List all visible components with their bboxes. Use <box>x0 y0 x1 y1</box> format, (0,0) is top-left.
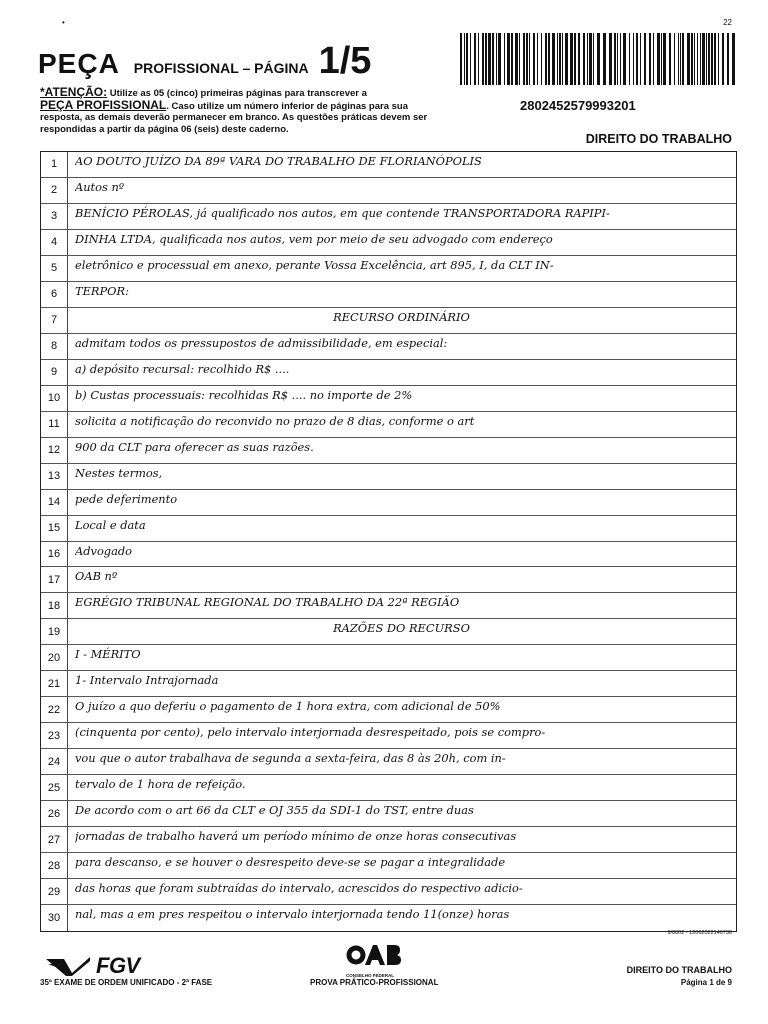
attention-notice <box>40 87 440 135</box>
handwritten-text: b) Custas processuais: recolhidas R$ .... no importe de 2% <box>75 387 413 402</box>
line-number: 22 <box>47 703 61 716</box>
barcode-bar <box>562 33 563 85</box>
line-number: 20 <box>47 651 61 664</box>
barcode-bar <box>629 33 630 85</box>
barcode-bar <box>504 33 505 85</box>
line-divider <box>67 334 68 359</box>
line-number: 27 <box>47 833 61 846</box>
oab-logo-icon <box>339 943 401 967</box>
answer-line <box>41 438 736 464</box>
barcode-bar <box>482 33 484 85</box>
answer-line <box>41 593 736 619</box>
barcode-bar <box>680 33 681 85</box>
line-divider <box>67 905 68 931</box>
notice-label: *ATENÇÃO: <box>40 85 108 99</box>
barcode-bar <box>653 33 654 85</box>
line-number: 29 <box>47 885 61 898</box>
barcode-bar <box>678 33 679 85</box>
barcode-bar <box>526 33 528 85</box>
barcode-bar <box>718 33 719 85</box>
answer-line <box>41 490 736 516</box>
barcode-bar <box>708 33 710 85</box>
barcode-bar <box>537 33 538 85</box>
barcode-number: 2802452579993201 <box>520 98 636 113</box>
line-number: 7 <box>50 314 58 327</box>
line-number: 26 <box>47 807 61 820</box>
barcode-bar <box>614 33 616 85</box>
barcode-bar <box>565 33 568 85</box>
test-type: PROVA PRÁTICO-PROFISSIONAL <box>310 978 439 987</box>
line-divider <box>67 256 68 281</box>
barcode-bar <box>519 33 520 85</box>
barcode-bar <box>597 33 600 85</box>
line-divider <box>67 827 68 852</box>
barcode-bar <box>557 33 558 85</box>
handwritten-text: RECURSO ORDINÁRIO <box>333 309 470 324</box>
title-main: PEÇA <box>38 48 120 79</box>
barcode-bar <box>620 33 621 85</box>
barcode-bar <box>700 33 701 85</box>
barcode-bar <box>515 33 518 85</box>
handwritten-text: para descanso, e se houver o desrespeito deve-se se pagar a integralidade <box>75 855 506 870</box>
handwritten-text: O juízo a quo deferiu o pagamento de 1 hora extra, com adicional de 50% <box>75 699 501 714</box>
line-divider <box>67 749 68 774</box>
barcode-bar <box>702 33 705 85</box>
barcode-bar <box>548 33 550 85</box>
barcode-bar <box>529 33 530 85</box>
barcode-bar <box>617 33 618 85</box>
answer-line <box>41 542 736 568</box>
line-divider <box>67 879 68 904</box>
footer-discipline: DIREITO DO TRABALHO <box>626 965 732 975</box>
exam-name: 35º EXAME DE ORDEM UNIFICADO - 2ª FASE <box>40 978 213 987</box>
line-number: 30 <box>47 912 61 925</box>
barcode-bar <box>574 33 576 85</box>
barcode-bar <box>492 33 494 85</box>
barcode-bar <box>663 33 666 85</box>
line-divider <box>67 801 68 826</box>
line-number: 6 <box>50 288 58 301</box>
barcode-bar <box>603 33 606 85</box>
line-divider <box>67 230 68 255</box>
barcode-bar <box>623 33 626 85</box>
handwritten-text: TERPOR: <box>75 283 129 298</box>
line-number: 17 <box>47 573 61 586</box>
barcode-bar <box>609 33 612 85</box>
line-number: 14 <box>47 496 61 509</box>
line-number: 16 <box>47 547 61 560</box>
line-divider <box>67 386 68 411</box>
line-divider <box>67 542 68 567</box>
line-divider <box>67 671 68 696</box>
barcode-bar <box>474 33 476 85</box>
answer-line <box>41 386 736 412</box>
barcode-bar <box>578 33 580 85</box>
answer-line <box>41 879 736 905</box>
answer-line <box>41 178 736 204</box>
handwritten-text: solicita a notificação do reconvido no prazo de 8 dias, conforme o art <box>75 413 475 428</box>
line-number: 2 <box>50 184 58 197</box>
title-page: 1/5 <box>318 40 372 82</box>
handwritten-text: tervalo de 1 hora de refeição. <box>75 777 246 792</box>
line-number: 24 <box>47 755 61 768</box>
handwritten-text: 1- Intervalo Intrajornada <box>75 673 219 688</box>
answer-line <box>41 412 736 438</box>
barcode-bar <box>691 33 693 85</box>
answer-line <box>41 697 736 723</box>
line-number: 21 <box>47 677 61 690</box>
line-number: 25 <box>47 781 61 794</box>
handwritten-text: OAB nº <box>75 569 118 584</box>
barcode-bar <box>523 33 525 85</box>
answer-line <box>41 230 736 256</box>
handwritten-text: das horas que foram subtraídas do intervalo, acrescidos do respectivo adicio- <box>75 881 523 896</box>
oab-logo <box>339 943 401 978</box>
handwritten-text: De acordo com o art 66 da CLT e OJ 355 da SDI-1 do TST, entre duas <box>75 803 474 818</box>
barcode-bar <box>498 33 501 85</box>
line-number: 4 <box>50 236 58 249</box>
handwritten-text: BENÍCIO PÉROLAS, já qualificado nos autos, em que contende TRANSPORTADORA RAPIPI- <box>75 205 610 220</box>
line-divider <box>67 645 68 670</box>
handwritten-text: admitam todos os pressupostos de admissibilidade, em especial: <box>75 335 448 350</box>
barcode-bar <box>552 33 555 85</box>
line-divider <box>67 567 68 592</box>
barcode-bar <box>649 33 651 85</box>
barcode-bar <box>722 33 724 85</box>
answer-line <box>41 619 736 645</box>
notice-piece: PEÇA PROFISSIONAL <box>40 97 167 112</box>
line-divider <box>67 516 68 541</box>
answer-line <box>41 853 736 879</box>
handwritten-text: eletrônico e processual em anexo, perante Vossa Excelência, art 895, I, da CLT IN- <box>75 257 554 272</box>
barcode-bar <box>714 33 716 85</box>
barcode-bar <box>706 33 707 85</box>
barcode-bar <box>559 33 561 85</box>
answer-line <box>41 516 736 542</box>
line-divider <box>67 282 68 307</box>
answer-line <box>41 152 736 178</box>
barcode-bar <box>657 33 660 85</box>
line-divider <box>67 697 68 722</box>
barcode-bar <box>711 33 713 85</box>
answer-line <box>41 360 736 386</box>
barcode-bar <box>533 33 535 85</box>
answer-line <box>41 464 736 490</box>
barcode-bar <box>545 33 547 85</box>
barcode-bar <box>640 33 641 85</box>
handwritten-text: Advogado <box>75 543 133 558</box>
handwritten-text: AO DOUTO JUÍZO DA 89ª VARA DO TRABALHO DE FLORIANÓPOLIS <box>75 154 482 168</box>
line-number: 28 <box>47 859 61 872</box>
barcode-bar <box>470 33 471 85</box>
answer-line <box>41 282 736 308</box>
fgv-logo-text: FGV <box>96 953 140 978</box>
corner-mark: • <box>62 18 65 27</box>
barcode-bar <box>488 33 491 85</box>
barcode-bar <box>697 33 698 85</box>
handwritten-text: pede deferimento <box>75 491 178 506</box>
handwritten-text: 900 da CLT para oferecer as suas razões. <box>75 439 314 454</box>
fgv-logo <box>44 953 140 979</box>
barcode-bar <box>732 33 735 85</box>
line-divider <box>67 412 68 437</box>
line-divider <box>67 464 68 489</box>
handwritten-text: RAZÕES DO RECURSO <box>333 621 470 636</box>
handwritten-text: Autos nº <box>75 179 125 194</box>
barcode-bar <box>511 33 513 85</box>
handwritten-text: Local e data <box>75 517 146 532</box>
answer-line <box>41 645 736 671</box>
notice-text-1: Utilize as 05 (cinco) primeiras páginas para transcrever a <box>107 88 367 99</box>
line-number: 1 <box>50 158 58 171</box>
line-divider <box>67 204 68 229</box>
line-number: 9 <box>50 366 58 379</box>
answer-sheet <box>40 151 737 932</box>
line-divider <box>67 152 68 177</box>
answer-line <box>41 567 736 593</box>
handwritten-text: I - MÉRITO <box>75 647 141 662</box>
line-number: 8 <box>50 340 58 353</box>
line-divider <box>67 593 68 618</box>
line-number: 5 <box>50 262 58 275</box>
oab-subtitle: CONSELHO FEDERAL <box>345 973 394 978</box>
line-number: 3 <box>50 210 58 223</box>
line-divider <box>67 178 68 203</box>
handwritten-text: DINHA LTDA, qualificada nos autos, vem por meio de seu advogado com endereço <box>75 231 553 246</box>
barcode-bar <box>464 33 465 85</box>
barcode-image <box>460 33 736 85</box>
line-number: 13 <box>47 470 61 483</box>
barcode-bar <box>460 33 462 85</box>
barcode-bar <box>589 33 592 85</box>
fgv-mark-icon <box>44 955 92 977</box>
barcode-bar <box>583 33 585 85</box>
barcode-bar <box>669 33 671 85</box>
barcode-bar <box>507 33 510 85</box>
line-divider <box>67 360 68 385</box>
handwritten-text: (cinquenta por cento), pelo intervalo interjornada desrespeitado, pois se compro- <box>75 725 546 740</box>
answer-line <box>41 801 736 827</box>
barcode-bar <box>636 33 638 85</box>
line-divider <box>67 490 68 515</box>
barcode-bar <box>587 33 588 85</box>
answer-line <box>41 671 736 697</box>
barcode-bar <box>593 33 594 85</box>
handwritten-text: EGRÉGIO TRIBUNAL REGIONAL DO TRABALHO DA 22ª REGIÃO <box>75 595 460 610</box>
line-number: 10 <box>47 392 61 405</box>
barcode-bar <box>687 33 690 85</box>
title-sub: PROFISSIONAL – PÁGINA <box>133 60 309 76</box>
barcode-bar <box>644 33 646 85</box>
answer-line <box>41 204 736 230</box>
discipline-label: DIREITO DO TRABALHO <box>585 132 732 146</box>
handwritten-text: jornadas de trabalho haverá um período mínimo de onze horas consecutivas <box>75 829 517 844</box>
answer-line <box>41 749 736 775</box>
line-number: 18 <box>47 599 61 612</box>
line-number: 12 <box>47 444 61 457</box>
line-divider <box>67 723 68 748</box>
handwritten-text: vou que o autor trabalhava de segunda a sexta-feira, das 8 às 20h, com in- <box>75 751 506 766</box>
footer-page: Página 1 de 9 <box>680 978 732 987</box>
barcode-bar <box>466 33 468 85</box>
handwritten-text: nal, mas a em pres respeitou o intervalo interjornada tendo 11(onze) horas <box>75 907 510 922</box>
barcode-bar <box>485 33 487 85</box>
barcode-bar <box>633 33 634 85</box>
barcode-bar <box>661 33 662 85</box>
page-number: 22 <box>723 18 732 27</box>
answer-line <box>41 334 736 360</box>
answer-line <box>41 308 736 334</box>
barcode-bar <box>682 33 684 85</box>
line-divider <box>67 775 68 800</box>
answer-line <box>41 827 736 853</box>
barcode-bar <box>727 33 729 85</box>
line-number: 23 <box>47 729 61 742</box>
barcode-bar <box>496 33 497 85</box>
barcode-bar <box>694 33 695 85</box>
barcode-bar <box>674 33 675 85</box>
answer-line <box>41 775 736 801</box>
handwritten-text: a) depósito recursal: recolhido R$ .... <box>75 361 290 376</box>
line-number: 11 <box>48 418 60 431</box>
answer-line <box>41 723 736 749</box>
page-title <box>38 40 371 83</box>
notice-text-2: . Caso utilize um número inferior de páginas para sua resposta, as demais deverão permanecer em branco. As questões práticas devem ser respondidas a partir da página 06 (seis) deste caderno. <box>40 100 428 135</box>
handwritten-text: Nestes termos, <box>75 465 163 480</box>
barcode-bar <box>541 33 542 85</box>
line-number: 15 <box>47 522 61 535</box>
barcode-bar <box>478 33 479 85</box>
answer-line <box>41 256 736 282</box>
form-code: 9/8802 - 12062022140738 <box>667 930 732 936</box>
line-divider <box>67 438 68 463</box>
barcode-bar <box>570 33 573 85</box>
answer-line <box>41 905 736 931</box>
line-number: 19 <box>47 625 61 638</box>
line-divider <box>67 853 68 878</box>
